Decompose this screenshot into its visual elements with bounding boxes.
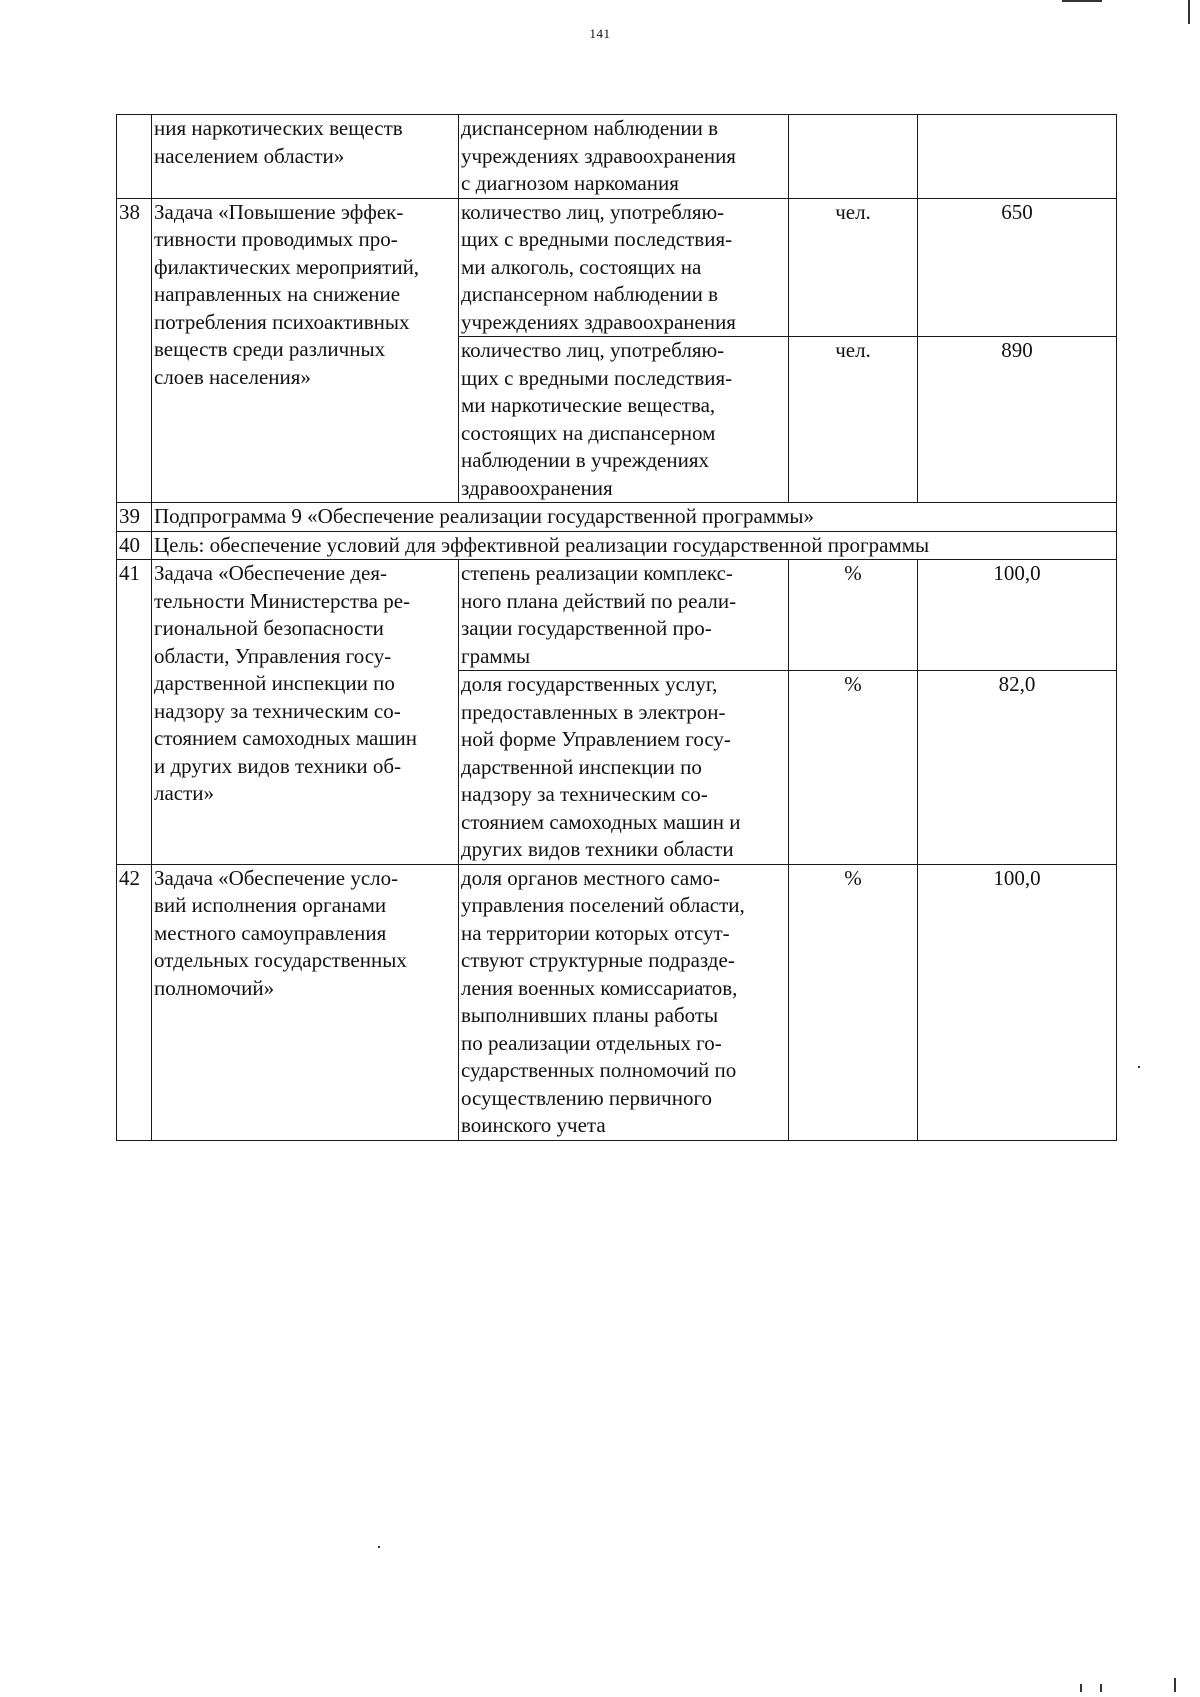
scan-mark (378, 1546, 380, 1548)
scan-mark (1080, 1684, 1102, 1692)
unit-cell: чел. (789, 198, 918, 337)
task-cell: ния наркотических веществ населением области» (152, 115, 459, 199)
unit-cell: % (789, 864, 918, 1140)
row-number: 40 (117, 531, 152, 560)
unit-cell: % (789, 671, 918, 865)
value-cell: 100,0 (918, 560, 1117, 671)
table-row (117, 198, 1117, 337)
value-cell: 890 (918, 337, 1117, 503)
task-cell: Задача «Обеспечение дея- тельности Министерства ре- гиональной безопасности области, Управления госу- дарственной инспекции по надзору за техническим со- стоянием самоходных машин и других видов техники об- ласти» (152, 560, 459, 865)
unit-cell: % (789, 560, 918, 671)
row-number (117, 115, 152, 199)
subprogram-title: Подпрограмма 9 «Обеспечение реализации государственной программы» (152, 503, 1117, 532)
indicator-cell: доля государственных услуг, предоставленных в электрон- ной форме Управлением госу- дарственной инспекции по надзору за техническим со- стоянием самоходных машин и других видов техники области (459, 671, 789, 865)
row-number: 39 (117, 503, 152, 532)
table-row (117, 531, 1117, 560)
value-cell (918, 115, 1117, 199)
value-cell: 82,0 (918, 671, 1117, 865)
table-row (117, 560, 1117, 671)
unit-cell (789, 115, 918, 199)
goal-title: Цель: обеспечение условий для эффективной реализации государственной программы (152, 531, 1117, 560)
table-row (117, 115, 1117, 199)
scan-mark (1174, 1678, 1176, 1692)
indicator-cell: диспансерном наблюдении в учреждениях здравоохранения с диагнозом наркомания (459, 115, 789, 199)
indicator-cell: количество лиц, употребляю- щих с вредными последствия- ми алкоголь, состоящих на диспансерном наблюдении в учреждениях здравоохранения (459, 198, 789, 337)
table-row (117, 503, 1117, 532)
value-cell: 650 (918, 198, 1117, 337)
row-number: 42 (117, 864, 152, 1140)
row-number: 41 (117, 560, 152, 865)
table-row (117, 864, 1117, 1140)
indicator-cell: степень реализации комплекс- ного плана действий по реали- зации государственной про- граммы (459, 560, 789, 671)
scan-mark (1138, 1066, 1140, 1068)
scan-mark (1188, 0, 1190, 24)
indicator-cell: доля органов местного само- управления поселений области, на территории которых отсут- ствуют структурные подразде- ления военных комиссариатов, выполнивших планы работы по реализации отдельных го- сударственных полномочий по осуществлению первичного воинского учета (459, 864, 789, 1140)
page-number: 141 (589, 26, 611, 41)
task-cell: Задача «Обеспечение усло- вий исполнения органами местного самоуправления отдельных государственных полномочий» (152, 864, 459, 1140)
scan-mark (1062, 0, 1102, 2)
row-number: 38 (117, 198, 152, 503)
task-cell: Задача «Повышение эффек- тивности проводимых про- филактических мероприятий, направленных на снижение потребления психоактивных веществ среди различных слоев населения» (152, 198, 459, 503)
indicator-table (116, 114, 1117, 1141)
value-cell: 100,0 (918, 864, 1117, 1140)
indicator-cell: количество лиц, употребляю- щих с вредными последствия- ми наркотические вещества, состоящих на диспансерном наблюдении в учреждениях здравоохранения (459, 337, 789, 503)
unit-cell: чел. (789, 337, 918, 503)
